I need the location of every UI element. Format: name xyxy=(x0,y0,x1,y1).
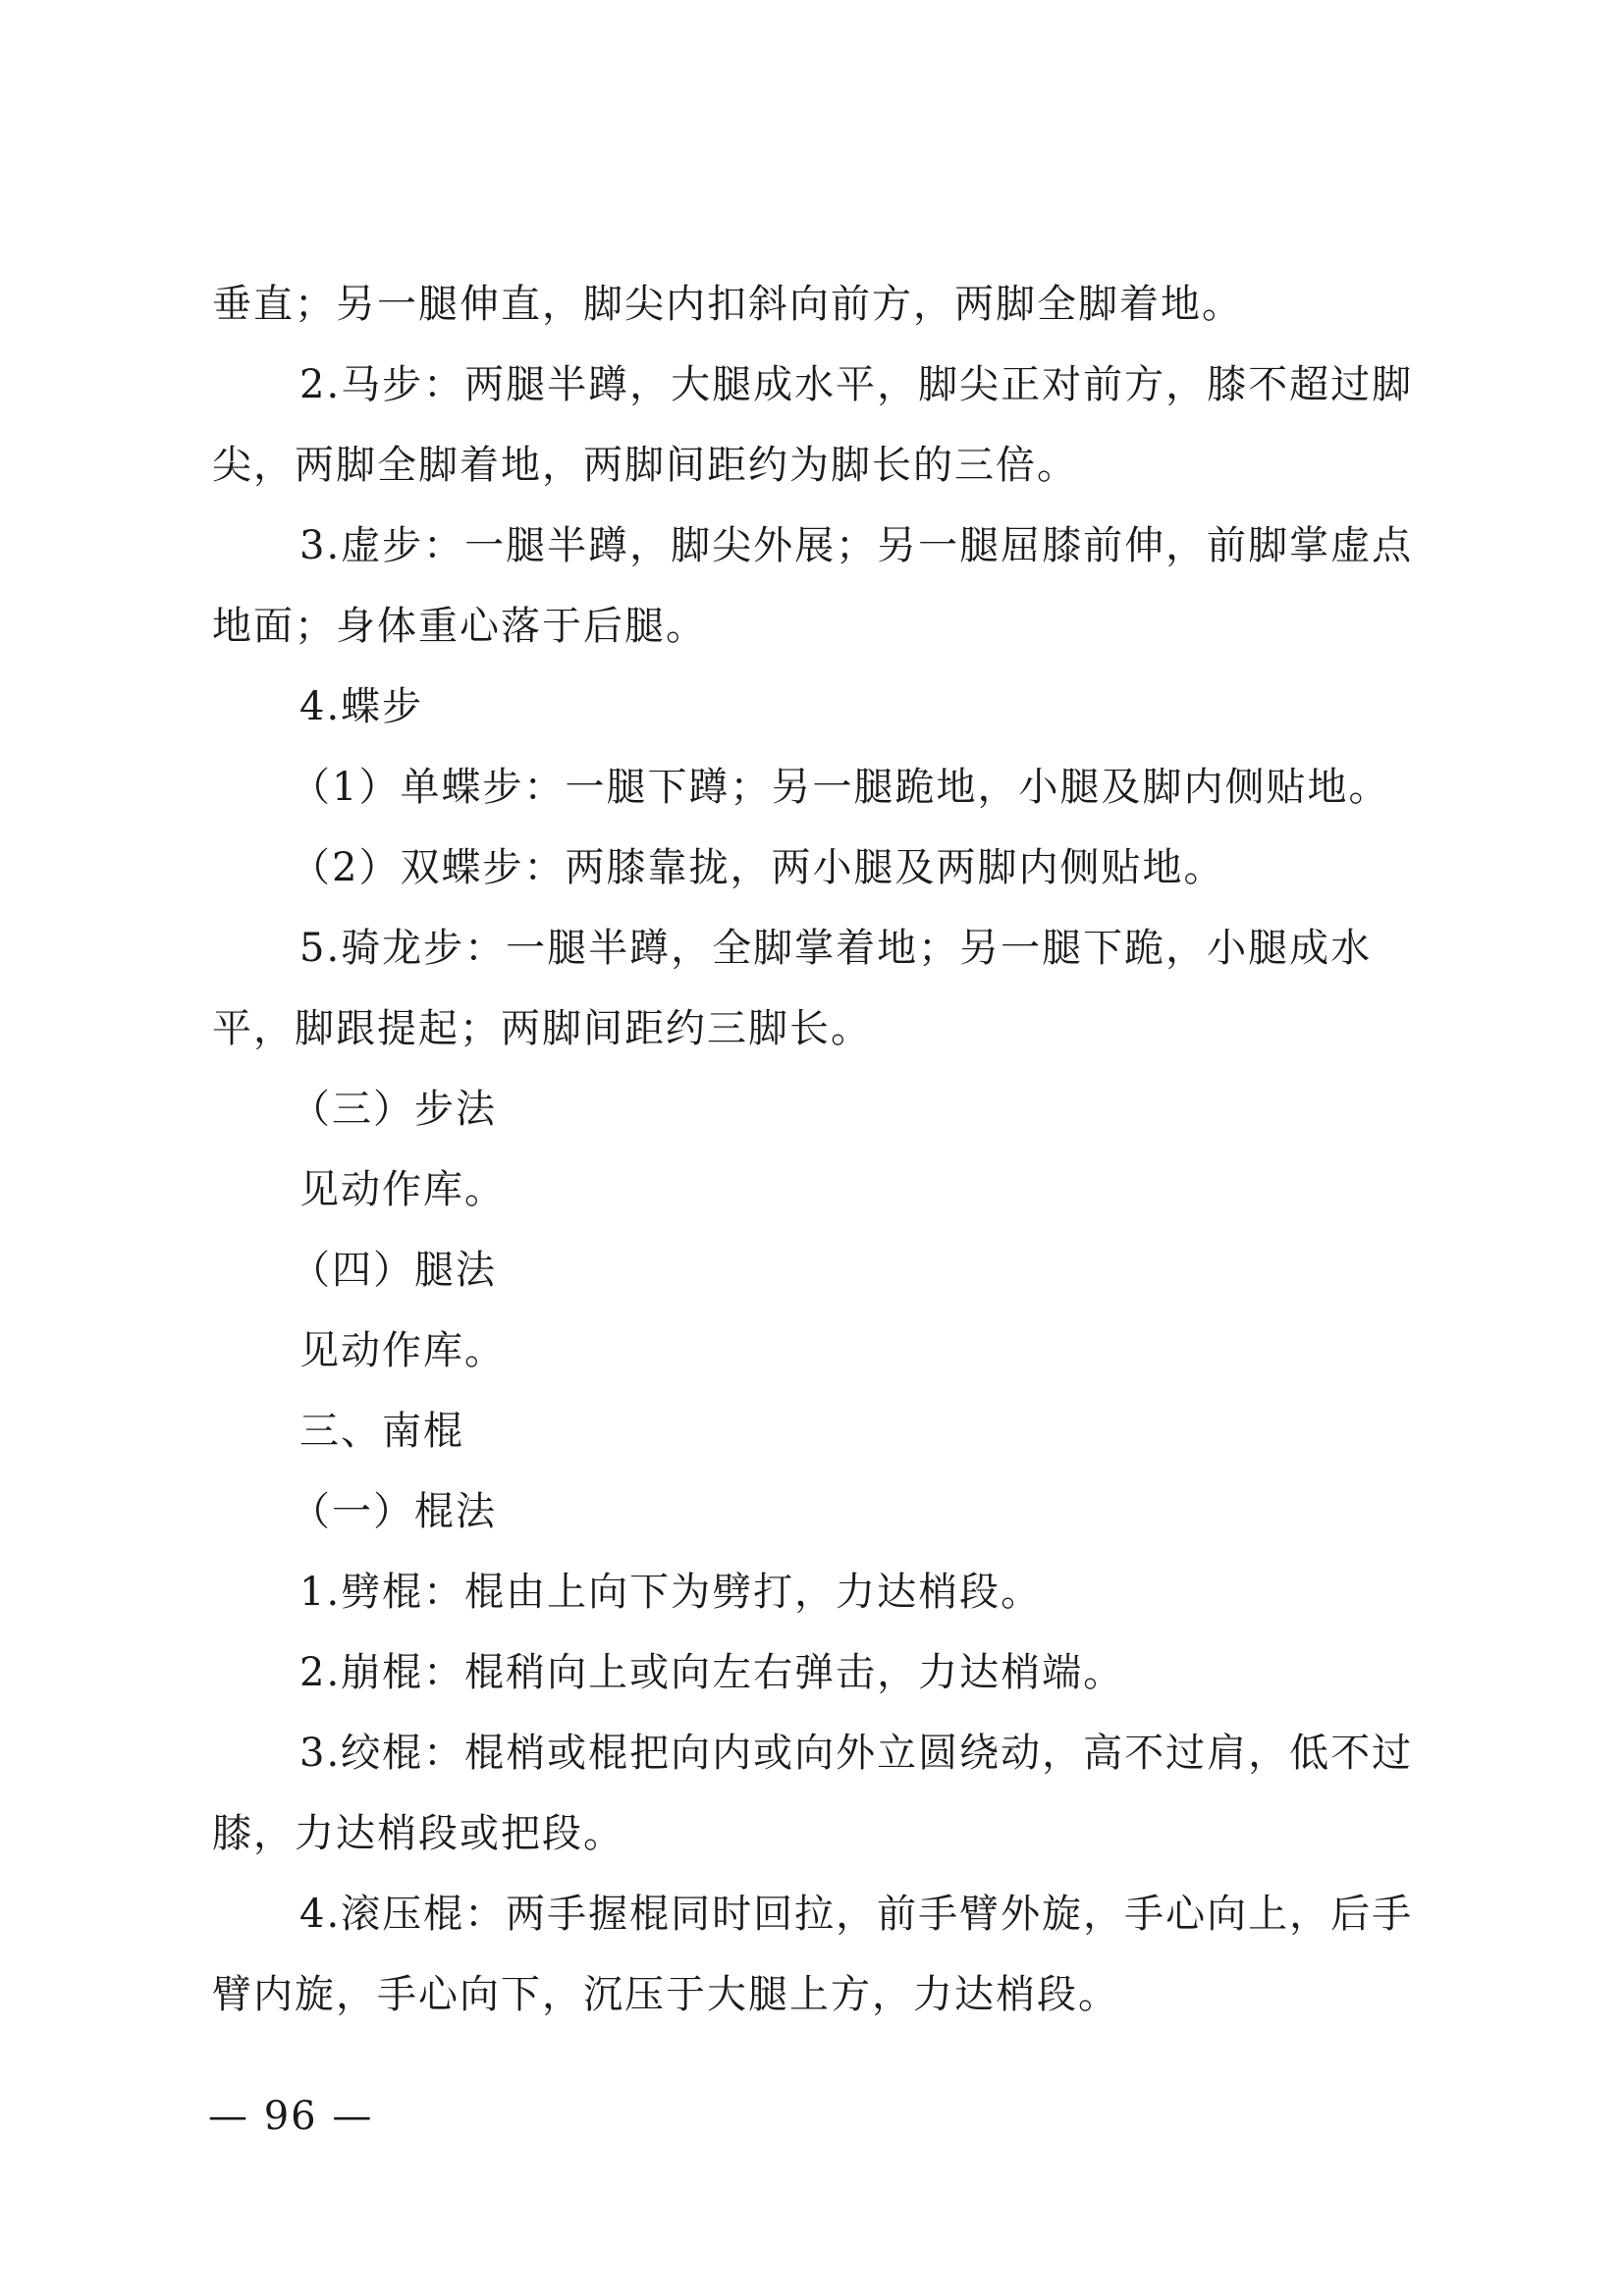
paragraph-2: 2.马步：两腿半蹲，大腿成水平，脚尖正对前方，膝不超过脚尖，两脚全脚着地，两脚间距约为脚长的三倍。 xyxy=(212,362,1414,488)
paragraph-1: 垂直；另一腿伸直，脚尖内扣斜向前方，两脚全脚着地。 xyxy=(212,282,1243,327)
section-heading-staff-methods: （一）棍法 xyxy=(291,1489,497,1534)
chapter-heading-nangun: 三、南棍 xyxy=(299,1409,464,1454)
paragraph-14: 1.劈棍：棍由上向下为劈打，力达梢段。 xyxy=(299,1570,1043,1615)
paragraph-11: 见动作库。 xyxy=(299,1328,506,1373)
paragraph-15: 2.崩棍：棍稍向上或向左右弹击，力达梢端。 xyxy=(299,1650,1125,1695)
paragraph-6: （2）双蝶步：两膝靠拢，两小腿及两脚内侧贴地。 xyxy=(291,845,1225,890)
paragraph-4: 4.蝶步 xyxy=(299,684,424,729)
paragraph-9: 见动作库。 xyxy=(299,1167,506,1212)
body-text xyxy=(212,264,1430,2035)
paragraph-3: 3.虚步：一腿半蹲，脚尖外展；另一腿屈膝前伸，前脚掌虚点地面；身体重心落于后腿。 xyxy=(212,523,1414,649)
paragraph-16: 3.绞棍：棍梢或棍把向内或向外立圆绕动，高不过肩，低不过膝，力达梢段或把段。 xyxy=(212,1731,1414,1856)
section-heading-legs: （四）腿法 xyxy=(291,1248,497,1293)
paragraph-5: （1）单蝶步：一腿下蹲；另一腿跪地，小腿及脚内侧贴地。 xyxy=(291,765,1390,810)
page-number: — 96 — xyxy=(208,2094,374,2139)
paragraph-17: 4.滚压棍：两手握棍同时回拉，前手臂外旋，手心向上，后手臂内旋，手心向下，沉压于大腿上方，力达梢段。 xyxy=(212,1892,1414,2017)
section-heading-steps: （三）步法 xyxy=(291,1087,497,1132)
paragraph-7: 5.骑龙步：一腿半蹲，全脚掌着地；另一腿下跪，小腿成水平，脚跟提起；两脚间距约三脚长。 xyxy=(212,926,1373,1051)
